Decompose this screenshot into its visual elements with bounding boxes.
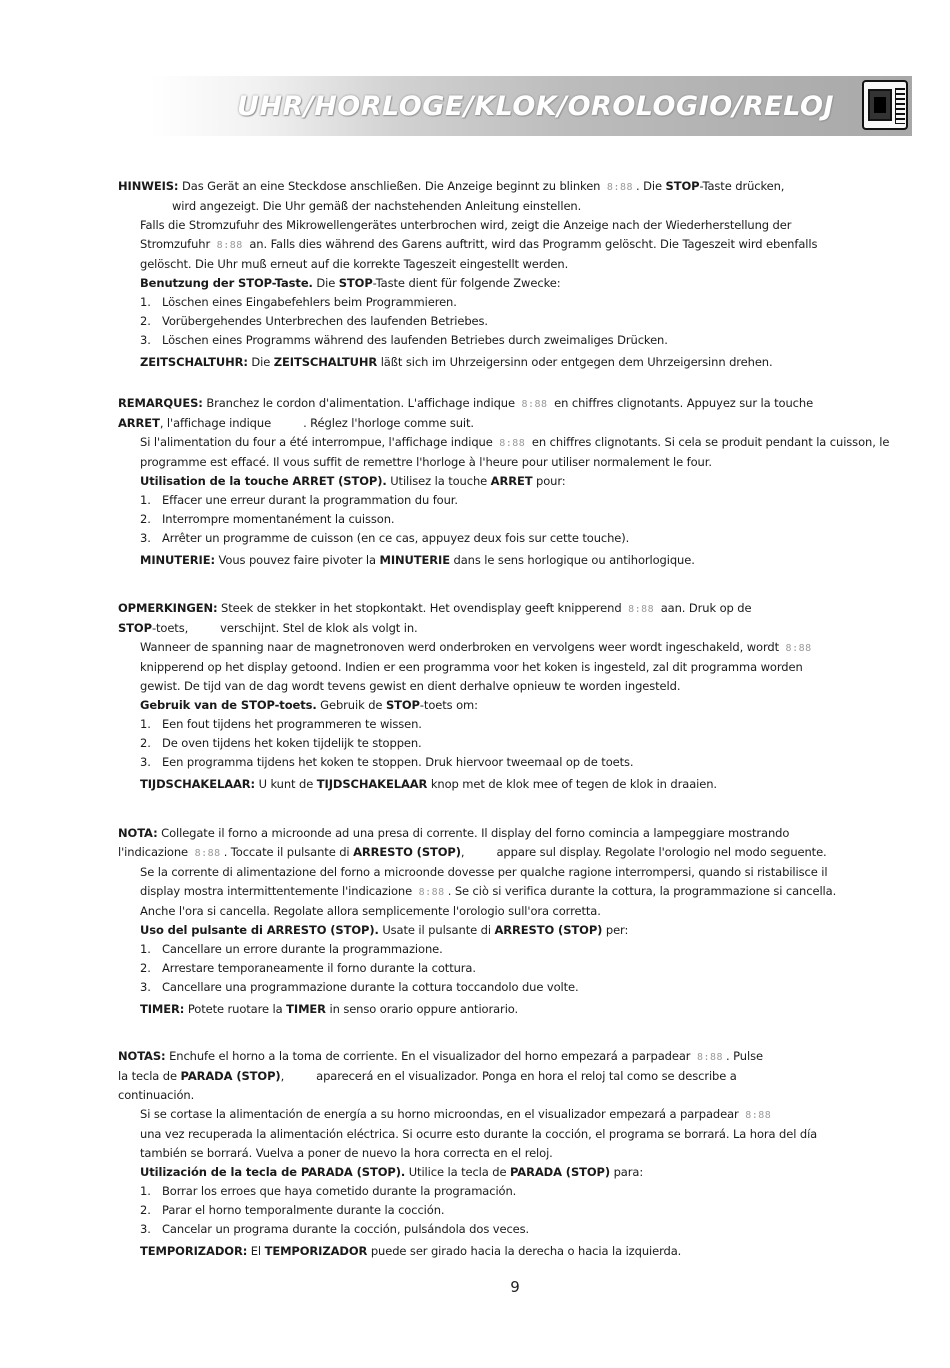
paragraph-line <box>118 433 924 453</box>
list-text: Löschen eines Programms während des laufenden Betriebes durch zweimaliges Drücken. <box>162 333 668 347</box>
text: verschijnt. Stel de klok als volgt in. <box>220 621 418 635</box>
paragraph-line <box>118 197 924 216</box>
text: en chiffres clignotants. Appuyez sur la touche <box>550 396 814 410</box>
list-text: Interrompre momentanément la cuisson. <box>162 512 395 526</box>
text: wird angezeigt. Die Uhr gemäß der nachstehenden Anleitung einstellen. <box>172 199 582 213</box>
text: Usate il pulsante di <box>378 923 495 937</box>
paragraph-line: una vez recuperada la alimentación eléctrica. Si ocurre esto durante la cocción, el programa se borrará. La hora del día <box>140 1127 818 1141</box>
text: . Toccate il pulsante di <box>223 845 354 859</box>
timer-label: TIMER: <box>140 1002 185 1016</box>
timer-name: ZEITSCHALTUHR <box>273 355 378 369</box>
list-item <box>118 293 924 312</box>
text: Die <box>247 355 274 369</box>
stop-key-label: ARRESTO (STOP) <box>494 923 603 937</box>
list-item <box>118 734 924 753</box>
text: Branchez le cordon d'alimentation. L'affichage indique <box>202 396 519 410</box>
paragraph-line: también se borrará. Vuelva a poner de nuevo la hora correcta en el reloj. <box>140 1146 553 1160</box>
list-text: De oven tijdens het koken tijdelijk te stoppen. <box>162 736 422 750</box>
list-number: 3. <box>140 531 151 545</box>
paragraph-line <box>118 921 924 940</box>
display-blink-symbol: 8:88 <box>216 240 243 251</box>
subheading: Gebruik van de STOP-toets. <box>140 698 317 712</box>
paragraph-line <box>118 1067 924 1086</box>
timer-label: ZEITSCHALTUHR: <box>140 355 248 369</box>
subheading: Utilisation de la touche ARRET (STOP). <box>140 474 387 488</box>
text: Si l'alimentation du four a été interrompue, l'affichage indique <box>140 435 497 449</box>
text: El <box>247 1244 265 1258</box>
list-item <box>118 940 924 959</box>
list-number: 2. <box>140 1203 151 1217</box>
list-item <box>118 331 924 350</box>
stop-key-label: ARRESTO (STOP) <box>353 845 461 859</box>
paragraph-line <box>118 235 924 255</box>
section-german <box>118 177 924 372</box>
paragraph-line: continuación. <box>118 1088 195 1102</box>
timer-name: TIMER <box>286 1002 326 1016</box>
display-blink-symbol: 8:88 <box>696 1052 724 1063</box>
list-number: 3. <box>140 333 151 347</box>
display-blink-symbol: 8:88 <box>785 643 812 654</box>
timer-name: TIJDSCHAKELAAR <box>316 777 428 791</box>
list-item <box>118 715 924 734</box>
subheading: Uso del pulsante di ARRESTO (STOP). <box>140 923 379 937</box>
timer-name: TEMPORIZADOR <box>264 1244 368 1258</box>
text: appare sul display. Regolate l'orologio nel modo seguente. <box>496 845 827 859</box>
paragraph-line <box>118 599 924 619</box>
list-number: 2. <box>140 314 151 328</box>
text: Gebruik de <box>316 698 386 712</box>
text: display mostra intermittentemente l'indicazione <box>140 884 416 898</box>
text: para: <box>610 1165 644 1179</box>
paragraph-line: Anche l'ora si cancella. Regolate allora semplicemente l'orologio sull'ora corretta. <box>140 904 601 918</box>
display-blink-symbol: 8:88 <box>521 399 548 410</box>
paragraph-line: programme est effacé. Il vous suffit de remettre l'horloge à l'heure pour utiliser normalement le four. <box>140 455 712 469</box>
list-item <box>118 1220 924 1239</box>
microwave-oven-icon <box>862 80 908 130</box>
text: in senso orario oppure antiorario. <box>325 1002 519 1016</box>
list-number: 2. <box>140 512 151 526</box>
note-label: OPMERKINGEN: <box>118 601 218 615</box>
list-text: Cancellare una programmazione durante la cottura toccandolo due volte. <box>162 980 579 994</box>
stop-key-label: STOP <box>118 621 152 635</box>
text: Utilisez la touche <box>386 474 491 488</box>
text: -Taste dient für folgende Zwecke: <box>372 276 561 290</box>
paragraph-line <box>118 882 924 902</box>
header-banner <box>150 76 912 136</box>
list-number: 1. <box>140 295 151 309</box>
section-french <box>118 394 924 570</box>
text: U kunt de <box>255 777 317 791</box>
paragraph-line <box>118 1163 924 1182</box>
timer-label: MINUTERIE: <box>140 553 215 567</box>
paragraph-line <box>118 394 924 414</box>
text: Die <box>312 276 339 290</box>
subheading: Benutzung der STOP-Taste. <box>140 276 313 290</box>
text: Das Gerät an eine Steckdose anschließen. Die Anzeige beginnt zu blinken <box>178 179 604 193</box>
text: dans le sens horlogique ou antihorlogique. <box>449 553 695 567</box>
text: , l'affichage indique <box>159 416 272 430</box>
paragraph-line <box>118 1047 924 1067</box>
text: aparecerá en el visualizador. Ponga en hora el reloj tal como se describe a <box>316 1069 737 1083</box>
paragraph-line <box>118 274 924 293</box>
display-blink-symbol: 8:88 <box>745 1110 772 1121</box>
text: pour: <box>532 474 566 488</box>
list-number: 1. <box>140 1184 151 1198</box>
note-label: HINWEIS: <box>118 179 179 193</box>
timer-name: MINUTERIE <box>379 553 450 567</box>
paragraph-line <box>118 775 924 794</box>
paragraph-line <box>118 472 924 491</box>
text: per: <box>602 923 629 937</box>
list-text: Een fout tijdens het programmeren te wissen. <box>162 717 422 731</box>
paragraph-line <box>118 551 924 570</box>
text: puede ser girado hacia la derecha o hacia la izquierda. <box>367 1244 682 1258</box>
list-item <box>118 1201 924 1220</box>
paragraph-line <box>118 843 924 863</box>
note-label: NOTAS: <box>118 1049 166 1063</box>
text: knop met de klok mee of tegen de klok in draaien. <box>427 777 717 791</box>
paragraph-line <box>118 824 924 843</box>
text: . Die <box>636 179 666 193</box>
text: l'indicazione <box>118 845 192 859</box>
list-item <box>118 510 924 529</box>
list-text: Een programma tijdens het koken te stoppen. Druk hiervoor tweemaal op de toets. <box>162 755 634 769</box>
text: Si se cortase la alimentación de energía a su horno microondas, en el visualizador empezará a parpadear <box>140 1107 743 1121</box>
list-text: Borrar los erroes que haya cometido durante la programación. <box>162 1184 517 1198</box>
list-text: Löschen eines Eingabefehlers beim Programmieren. <box>162 295 457 309</box>
paragraph-line <box>118 353 924 372</box>
note-label: NOTA: <box>118 826 158 840</box>
stop-key-label: STOP <box>665 179 700 193</box>
list-text: Arrêter un programme de cuisson (en ce cas, appuyez deux fois sur cette touche). <box>162 531 630 545</box>
list-item <box>118 1182 924 1201</box>
page-title: UHR/HORLOGE/KLOK/OROLOGIO/RELOJ <box>237 91 834 122</box>
text: -toets om: <box>419 698 478 712</box>
subheading: Utilización de la tecla de PARADA (STOP). <box>140 1165 406 1179</box>
paragraph-line <box>118 696 924 715</box>
list-item <box>118 491 924 510</box>
display-blink-symbol: 8:88 <box>418 887 445 898</box>
list-text: Parar el horno temporalmente durante la cocción. <box>162 1203 445 1217</box>
stop-key-label: ARRET <box>118 416 160 430</box>
section-italian <box>118 824 924 1019</box>
paragraph-line: gewist. De tijd van de dag wordt tevens gewist en dient derhalve opnieuw te worden ingesteld. <box>140 679 681 693</box>
oven-control-panel-icon <box>895 88 905 124</box>
text: aan. Druk op de <box>657 601 752 615</box>
list-number: 2. <box>140 961 151 975</box>
text: -Taste drücken, <box>699 179 785 193</box>
display-blink-symbol: 8:88 <box>606 182 634 193</box>
list-text: Cancelar un programa durante la cocción, pulsándola dos veces. <box>162 1222 530 1236</box>
list-item <box>118 312 924 331</box>
text: Steek de stekker in het stopkontakt. Het ovendisplay geeft knipperend <box>217 601 626 615</box>
list-number: 1. <box>140 493 151 507</box>
list-text: Vorübergehendes Unterbrechen des laufenden Betriebes. <box>162 314 488 328</box>
clock-face-icon <box>874 97 886 113</box>
timer-label: TEMPORIZADOR: <box>140 1244 248 1258</box>
stop-key-label: PARADA (STOP) <box>180 1069 281 1083</box>
stop-key-label: STOP <box>338 276 373 290</box>
paragraph-line: Falls die Stromzufuhr des Mikrowellengerätes unterbrochen wird, zeigt die Anzeige nach der Wiederherstellung der <box>140 218 792 232</box>
text: Potete ruotare la <box>184 1002 287 1016</box>
display-blink-symbol: 8:88 <box>499 438 526 449</box>
timer-label: TIJDSCHAKELAAR: <box>140 777 256 791</box>
oven-window-icon <box>868 89 892 121</box>
list-text: Arrestare temporaneamente il forno durante la cottura. <box>162 961 476 975</box>
paragraph-line <box>118 619 924 638</box>
stop-key-label: STOP <box>385 698 420 712</box>
list-item <box>118 978 924 997</box>
stop-key-label: ARRET <box>490 474 533 488</box>
list-item <box>118 753 924 772</box>
paragraph-line <box>118 177 924 197</box>
list-number: 3. <box>140 1222 151 1236</box>
text: . Réglez l'horloge comme suit. <box>303 416 474 430</box>
text: . Se ciò si verifica durante la cottura, la programmazione si cancella. <box>447 884 837 898</box>
list-number: 2. <box>140 736 151 750</box>
text: -toets, <box>151 621 189 635</box>
list-number: 1. <box>140 942 151 956</box>
paragraph-line: knipperend op het display getoond. Indien er een programma voor het koken is ingesteld, zal dit programma worden <box>140 660 803 674</box>
paragraph-line <box>118 414 924 433</box>
list-number: 1. <box>140 717 151 731</box>
paragraph-line <box>118 1000 924 1019</box>
paragraph-line <box>118 1242 924 1261</box>
paragraph-line: Se la corrente di alimentazione del forno a microonde dovesse per qualche ragione interrompersi, quando si ristabilisce il <box>140 865 828 879</box>
paragraph-line <box>118 638 924 658</box>
text: an. Falls dies während des Garens auftritt, wird das Programm gelöscht. Die Tageszeit wird ebenfalls <box>245 237 818 251</box>
note-label: REMARQUES: <box>118 396 203 410</box>
list-text: Effacer une erreur durant la programmation du four. <box>162 493 458 507</box>
text: , <box>280 1069 285 1083</box>
text: Stromzufuhr <box>140 237 214 251</box>
page-number: 9 <box>510 1278 520 1296</box>
section-spanish <box>118 1047 924 1261</box>
text: Collegate il forno a microonde ad una presa di corrente. Il display del forno comincia a lampeggiare mostrando <box>157 826 790 840</box>
text: , <box>460 845 465 859</box>
list-number: 3. <box>140 755 151 769</box>
text: en chiffres clignotants. Si cela se produit pendant la cuisson, le <box>528 435 890 449</box>
list-number: 3. <box>140 980 151 994</box>
list-item <box>118 959 924 978</box>
text: Vous pouvez faire pivoter la <box>214 553 380 567</box>
text: la tecla de <box>118 1069 181 1083</box>
text: Wanneer de spanning naar de magnetronoven werd onderbroken en vervolgens weer wordt ingeschakeld, wordt <box>140 640 783 654</box>
display-blink-symbol: 8:88 <box>628 604 655 615</box>
text: . Pulse <box>726 1049 763 1063</box>
text: läßt sich im Uhrzeigersinn oder entgegen dem Uhrzeigersinn drehen. <box>377 355 773 369</box>
paragraph-line <box>118 1105 924 1125</box>
list-text: Cancellare un errore durante la programmazione. <box>162 942 443 956</box>
stop-key-label: PARADA (STOP) <box>510 1165 611 1179</box>
text: Utilice la tecla de <box>405 1165 511 1179</box>
list-item <box>118 529 924 548</box>
paragraph-line: gelöscht. Die Uhr muß erneut auf die korrekte Tageszeit eingestellt werden. <box>140 257 569 271</box>
display-blink-symbol: 8:88 <box>194 848 221 859</box>
text: Enchufe el horno a la toma de corriente. En el visualizador del horno empezará a parpadear <box>165 1049 694 1063</box>
section-dutch <box>118 599 924 794</box>
